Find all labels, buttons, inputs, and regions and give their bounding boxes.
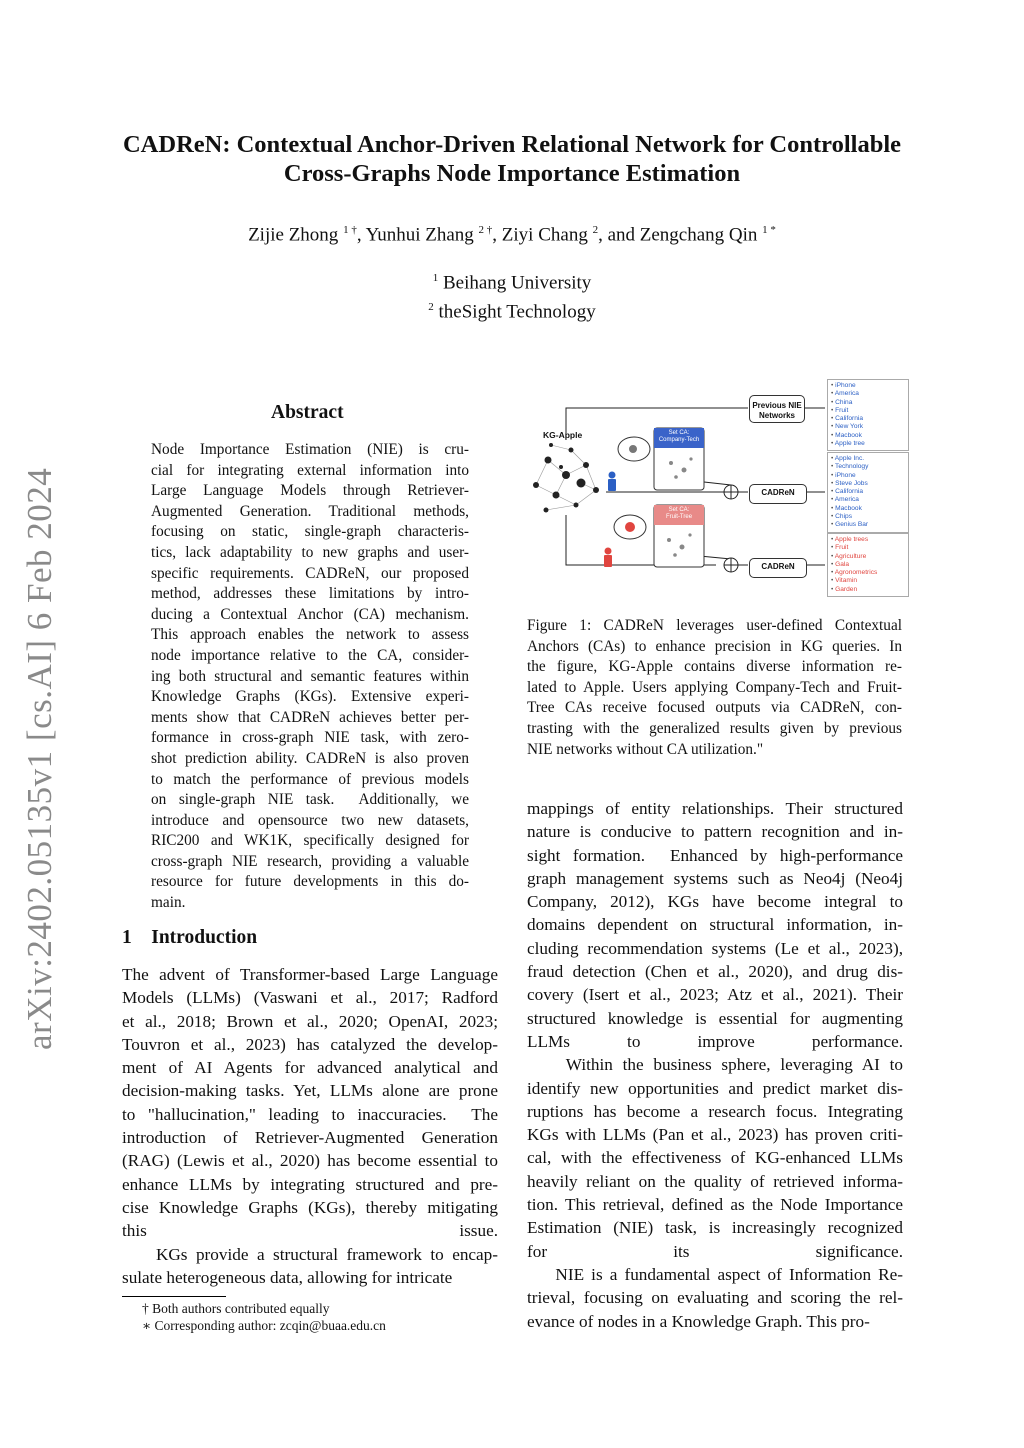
introduction-body (122, 963, 498, 1289)
text-line: cal, with the effectiveness of KG-enhanced LLMs (527, 1148, 903, 1168)
section-heading-introduction: 1 Introduction (122, 927, 258, 948)
text-line: identify new opportunities and predict market dis- (527, 1078, 903, 1098)
text-line: ment of AI Agents for advanced analytical and (122, 1058, 498, 1078)
cadren-box-1: CADReN (749, 484, 807, 504)
text-line: Within the business sphere, leveraging AI to (527, 1055, 903, 1075)
abstract-line: specific requirements. CADReN, our proposed (151, 564, 469, 582)
list-item: • Macbook (831, 505, 905, 513)
abstract-line: introduce and opensource two new datasets, (151, 811, 469, 829)
ca-company-tech: Set CA: Company-Tech (658, 430, 700, 443)
text-line: decision-making tasks. Yet, LLMs alone are prone (122, 1081, 498, 1101)
text-line: for its significance. (527, 1241, 903, 1261)
text-line: this issue. (122, 1221, 498, 1241)
abstract-line: Knowledge Graphs (KGs). Extensive experi- (151, 688, 469, 706)
list-item: • America (831, 496, 905, 504)
result-list-fruit-tree (827, 533, 909, 597)
text-line: Company, 2012), KGs have become integral to (527, 892, 903, 912)
abstract-line: cross-graph NIE research, providing a valuable (151, 852, 469, 870)
result-list-previous (827, 379, 909, 451)
cadren-box-2: CADReN (749, 558, 807, 578)
list-item: • Apple Inc. (831, 455, 905, 463)
list-item: • Technology (831, 463, 905, 471)
author: Zengchang Qin (639, 224, 758, 246)
text-line: LLMs to improve performance. (527, 1031, 903, 1051)
abstract-line: formance in cross-graph NIE task, with zero- (151, 729, 469, 747)
author-list: Zijie Zhong $^{1 \dagger}$, Yunhui Zhang $^{2 \dagger}$, Ziyi Chang $^2$, and Zengchang Qin $^{1 *}$ (248, 224, 776, 246)
text-line: Models (LLMs) (Vaswani et al., 2017; Radford (122, 988, 498, 1008)
abstract-line: to match the performance of previous models (151, 770, 469, 788)
list-item: • Fruit (831, 407, 905, 415)
text-line: mappings of entity relationships. Their structured (527, 799, 903, 818)
caption-line: lated to Apple. Users applying Company-Tech and Fruit- (527, 678, 902, 696)
right-column-body (527, 797, 903, 1333)
title-line-1: CADReN: Contextual Anchor-Driven Relational Network for Controllable (122, 131, 902, 158)
author: Zijie Zhong (248, 224, 339, 246)
text-line: introduction of Retriever-Augmented Generation (122, 1128, 498, 1148)
text-line: et al., 2018; Brown et al., 2020; OpenAI, 2023; (122, 1011, 498, 1031)
abstract-line: resource for future developments in this do- (151, 873, 469, 891)
text-line: graph management systems such as Neo4j (Neo4j (527, 868, 903, 888)
text-line: Estimation (NIE) task, is increasingly recognized (527, 1218, 903, 1238)
list-item: • Fruit (831, 544, 905, 552)
abstract-line: Augmented Generation. Traditional methods, (151, 502, 469, 520)
text-line: The advent of Transformer-based Large Language (122, 965, 498, 984)
author-mark: 2 † (478, 224, 493, 236)
list-item: • America (831, 390, 905, 398)
abstract-line: ments show that CADReN achieves better per- (151, 708, 469, 726)
text-line: tion. This retrieval, defined as the Node Importance (527, 1195, 903, 1215)
result-list-company-tech (827, 452, 909, 533)
text-line: ruptions has become a research focus. Integrating (527, 1101, 903, 1121)
footnote-rule (122, 1296, 226, 1297)
abstract-heading: Abstract (271, 402, 344, 423)
abstract-line: RIC200 and WK1K, specifically designed for (151, 832, 469, 850)
abstract-line: This approach enables the network to assess (151, 626, 469, 644)
text-line: trieval, focusing on evaluating and scoring the rel- (527, 1288, 903, 1308)
list-item: • Agronometrics (831, 569, 905, 577)
affiliations: $^1$ Beihang University $^2$ theSight Technology (428, 272, 596, 323)
caption-line: Figure 1: CADReN leverages user-defined Contextual (527, 617, 902, 634)
caption-line: Tree CAs receive focused outputs via CADReN, con- (527, 699, 902, 717)
affiliation-2: theSight Technology (438, 301, 596, 323)
caption-line: Anchors (CAs) to enhance precision in KG queries. In (527, 637, 902, 655)
abstract-line: ducing a Contextual Anchor (CA) mechanism. (151, 605, 469, 623)
author-mark: 2 (592, 224, 599, 236)
list-item: • Macbook (831, 432, 905, 440)
list-item: • Genius Bar (831, 521, 905, 529)
affiliation-1: Beihang University (442, 272, 592, 294)
kg-apple-label: KG-Apple (543, 430, 583, 440)
text-line: domains dependent on structural information, in- (527, 915, 903, 935)
author: Yunhui Zhang (365, 224, 474, 246)
list-item: • New York (831, 423, 905, 431)
list-item: • California (831, 415, 905, 423)
text-line: structured knowledge is essential for augmenting (527, 1008, 903, 1028)
author-mark: 1 * (762, 224, 776, 236)
apple-icon (625, 522, 635, 532)
list-item: • California (831, 488, 905, 496)
text-line: NIE is a fundamental aspect of Information Re- (527, 1264, 903, 1284)
text-line: sulate heterogeneous data, allowing for intricate (122, 1267, 453, 1287)
caption-line: NIE networks without CA utilization." (527, 740, 764, 758)
previous-nie-networks-box: Previous NIE Networks (749, 395, 805, 423)
abstract-line: method, addresses these limitations by intro- (151, 585, 469, 603)
text-line: covery (Isert et al., 2023; Atz et al., 2021). Their (527, 985, 903, 1005)
title-line-2: Cross-Graphs Node Importance Estimation (283, 160, 741, 187)
text-line: cluding recommendation systems (Le et al., 2023), (527, 938, 903, 958)
list-item: • Agriculture (831, 553, 905, 561)
text-line: (RAG) (Lewis et al., 2020) has become essential to (122, 1151, 498, 1171)
abstract-line: ing both structural and semantic features within (151, 667, 469, 685)
text-line: fraud detection (Chen et al., 2020), and drug dis- (527, 962, 903, 982)
text-line: heavily reliant on the quality of retrieved informa- (527, 1171, 903, 1191)
author: Ziyi Chang (501, 224, 588, 246)
list-item: • Vitamin (831, 577, 905, 585)
text-line: evance of nodes in a Knowledge Graph. This pro- (527, 1311, 870, 1331)
text-line: sight formation. Enhanced by high-performance (527, 845, 903, 865)
abstract-line: main. (151, 894, 186, 912)
text-line: to "hallucination," leading to inaccuracies. The (122, 1104, 498, 1124)
abstract-line: focusing on static, single-graph characteris- (151, 523, 469, 541)
figure-caption (527, 616, 902, 760)
text-line: Touvron et al., 2023) has catalyzed the develop- (122, 1034, 498, 1054)
abstract-line: cial for integrating external information into (151, 461, 469, 479)
paper-title (0, 130, 1024, 188)
text-line: KGs provide a structural framework to encap- (122, 1244, 498, 1264)
list-item: • Apple trees (831, 536, 905, 544)
abstract-line: node importance relative to the CA, consider- (151, 646, 469, 664)
author-mark: 1 † (343, 224, 357, 236)
text-line: nature is conducive to pattern recognition and in- (527, 822, 903, 842)
list-item: • Garden (831, 586, 905, 594)
abstract-line: tics, lack adaptability to new graphs and user- (151, 543, 469, 561)
abstract-line: on single-graph NIE task. Additionally, we (151, 791, 469, 809)
apple-logo-icon (629, 445, 637, 453)
text-line: cise Knowledge Graphs (KGs), thereby mitigating (122, 1197, 498, 1217)
footnote-1: † Both authors contributed equally (142, 1301, 330, 1316)
abstract-line: Large Language Models through Retriever- (151, 482, 469, 500)
list-item: • iPhone (831, 472, 905, 480)
abstract-body (151, 440, 469, 914)
list-item: • China (831, 399, 905, 407)
list-item: • iPhone (831, 382, 905, 390)
ca-fruit-tree: Set CA: Fruit-Tree (665, 507, 693, 520)
abstract-line: Node Importance Estimation (NIE) is cru- (151, 441, 469, 458)
caption-line: the figure, KG-Apple contains diverse information re- (527, 658, 902, 676)
abstract-line: shot prediction ability. CADReN is also proven (151, 749, 469, 767)
list-item: • Steve Jobs (831, 480, 905, 488)
arxiv-side-stamp: arXiv:2402.05135v1 [cs.AI] 6 Feb 2024 (20, 467, 59, 1050)
list-item: • Gala (831, 561, 905, 569)
list-item: • Chips (831, 513, 905, 521)
text-line: KGs with LLMs (Pan et al., 2023) has proven criti- (527, 1125, 903, 1145)
list-item: • Apple tree (831, 440, 905, 448)
caption-line: trasting with the generalized results given by previous (527, 719, 902, 737)
text-line: enhance LLMs by integrating structured and pre- (122, 1174, 498, 1194)
footnote-2: ∗ Corresponding author: zcqin@buaa.edu.cn (142, 1318, 386, 1333)
